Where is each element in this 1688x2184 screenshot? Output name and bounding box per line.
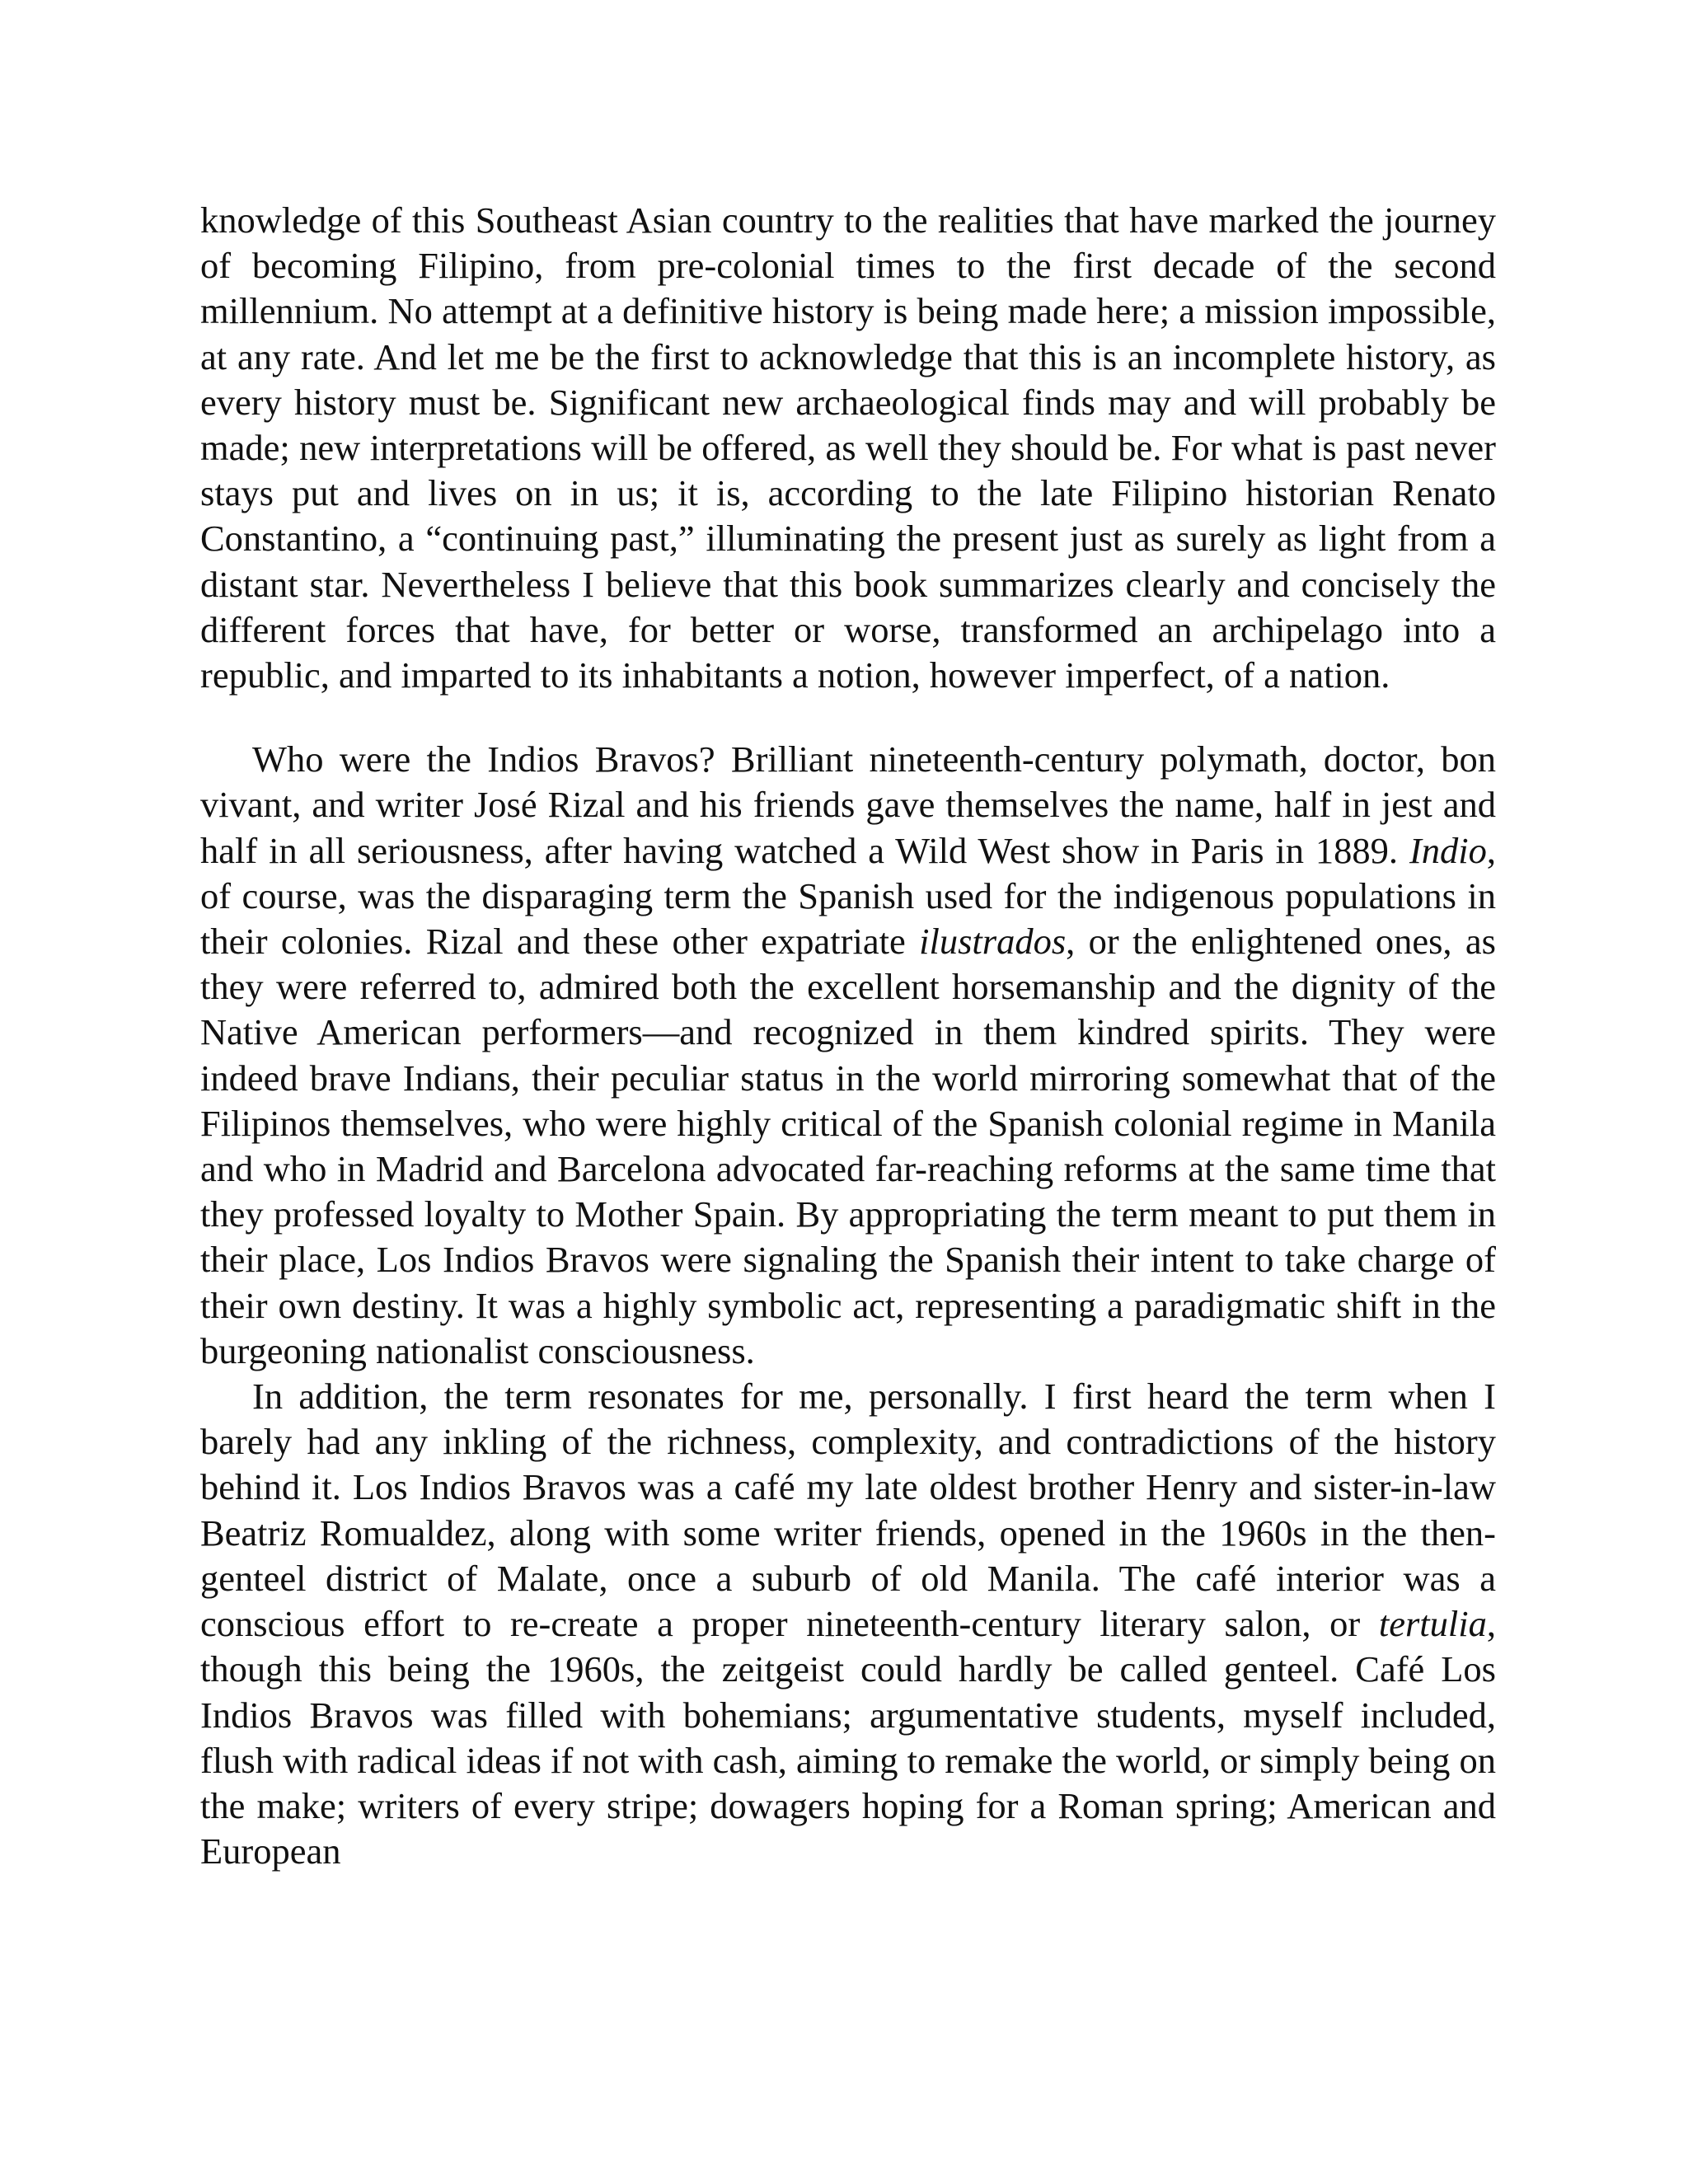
italic-term-indio: Indio (1409, 829, 1487, 871)
paragraph-cafe-memory (200, 1374, 1496, 1874)
paragraph-text: , of course, was the disparaging term the Spanish used for the indigenous populations in their colonies. Rizal and these other expatriate (200, 829, 1496, 963)
paragraph-text: knowledge of this Southeast Asian country to the realities that have marked the journey of becoming Filipino, from pre-colonial times to the first decade of the second millennium. No attempt at a definitive history is being made here; a mission impossible, at any rate. And let me be the first to acknowledge that this is an incomplete history, as every history must be. Significant new archaeological finds may and will probably be made; new interpretations will be offered, as well they should be. For what is past never stays put and lives on in us; it is, according to the late Filipino historian Renato Constantino, a “continuing past,” illuminating the present just as surely as light from a distant star. Nevertheless I believe that this book summarizes clearly and concisely the different forces that have, for better or worse, transformed an archipelago into a republic, and imparted to its inhabitants a notion, however imperfect, of a nation. (200, 199, 1496, 696)
paragraph-text: , or the enlightened ones, as they were referred to, admired both the excellent horsemanship and the dignity of the Native American performers—and recognized in them kindred spirits. They were indeed brave Indians, their peculiar status in the world mirroring somewhat that of the Filipinos themselves, who were highly critical of the Spanish colonial regime in Manila and who in Madrid and Barcelona advocated far-reaching reforms at the same time that they professed loyalty to Mother Spain. By appropriating the term meant to put them in their place, Los Indios Bravos were signaling the Spanish their intent to take charge of their own destiny. It was a highly symbolic act, representing a paradigmatic shift in the burgeoning nationalist consciousness. (200, 921, 1496, 1371)
paragraph-text: In addition, the term resonates for me, personally. I first heard the term when I barely had any inkling of the richness, complexity, and contradictions of the history behind it. Los Indios Bravos was a café my late oldest brother Henry and sister-in-law Beatriz Romualdez, along with some writer friends, opened in the 1960s in the then-genteel district of Malate, once a suburb of old Manila. The café interior was a conscious effort to re-create a proper nineteenth-century literary salon, or (200, 1376, 1496, 1645)
paragraph-text: , though this being the 1960s, the zeitgeist could hardly be called genteel. Café Los Indios Bravos was filled with bohemians; argumentative students, myself included, flush with radical ideas if not with cash, aiming to remake the world, or simply being on the make; writers of every stripe; dowagers hoping for a Roman spring; American and European (200, 1603, 1496, 1872)
paragraph-indios-bravos-origin (200, 737, 1496, 1374)
italic-term-ilustrados: ilustrados (919, 921, 1067, 963)
paragraph-intro-continuation (200, 198, 1496, 698)
italic-term-tertulia: tertulia (1378, 1603, 1487, 1645)
paragraph-text: Who were the Indios Bravos? Brilliant nineteenth-century polymath, doctor, bon vivant, and writer José Rizal and his friends gave themselves the name, half in jest and half in all seriousness, after having watched a Wild West show in Paris in 1889. (200, 738, 1496, 871)
book-page (200, 198, 1496, 1874)
